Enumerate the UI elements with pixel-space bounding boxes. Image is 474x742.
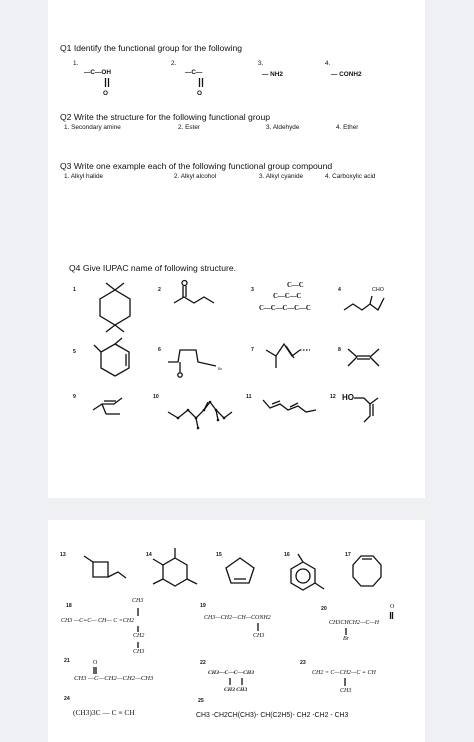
structure-3-line-2: C—C—C <box>273 293 302 300</box>
q4-num-3: 3 <box>251 287 254 293</box>
q3-item-3: 3. Alkyl cyanide <box>259 173 304 180</box>
q4-num-7: 7 <box>251 347 254 353</box>
q4-num-9: 9 <box>73 394 76 400</box>
q4-num-5: 5 <box>73 349 76 355</box>
structure-12-alcohol <box>48 0 425 498</box>
structure-6-br-label: Br <box>218 366 222 371</box>
q4-title: Q4 Give IUPAC name of following structure. <box>69 263 237 273</box>
q2-item-2: 2. Ester <box>178 124 201 131</box>
p2-num-24: 24 <box>64 696 70 702</box>
q4-num-8: 8 <box>338 347 341 353</box>
q1-item-1-formula: —C—OH <box>84 69 111 76</box>
q1-item-4-formula: — CONH2 <box>331 71 362 78</box>
p2-num-16: 16 <box>284 552 290 558</box>
q1-item-2-num: 2. <box>171 60 177 67</box>
s20-main: CH3CHCH2—C—H <box>329 620 380 626</box>
structure-3-line-1: C—C <box>287 282 304 289</box>
p2-num-18: 18 <box>66 603 72 609</box>
q4-num-6: 6 <box>158 347 161 353</box>
p2-num-20: 20 <box>321 606 327 612</box>
p2-num-17: 17 <box>345 552 351 558</box>
q2-item-3: 3. Aldehyde <box>266 124 300 131</box>
q1-title: Q1 Identify the functional group for the following <box>60 43 243 53</box>
q3-title: Q3 Write one example each of the following functional group compound <box>60 161 333 171</box>
s25-main: CH3 -CH2CH(CH3)- CH(C2H5)- CH2 -CH2 - CH3 <box>196 712 349 719</box>
s18-main: CH3 —C≡C— CH— C =CH2 <box>61 618 135 624</box>
p2-num-14: 14 <box>146 552 152 558</box>
q1-item-3-formula: — NH2 <box>262 71 283 78</box>
q3-item-1: 1. Alkyl halide <box>64 173 104 180</box>
s20-low: Br <box>343 636 349 642</box>
q1-item-1-num: 1. <box>73 60 79 67</box>
worksheet-page-2 <box>48 520 425 742</box>
q2-title: Q2 Write the structure for the following functional group <box>60 112 271 122</box>
s19-main: CH3—CH2—CH—CONH2 <box>204 615 271 621</box>
worksheet-page-1 <box>48 0 425 498</box>
q2-item-1: 1. Secondary amine <box>64 124 121 131</box>
s22-low: CH3 CH3 <box>224 687 248 693</box>
s22-main: CH3—C—C—CH3 <box>208 670 255 676</box>
p2-num-15: 15 <box>216 552 222 558</box>
s18-mid: CH2 <box>133 633 145 639</box>
q1-item-2-oxygen: O <box>197 90 202 97</box>
q4-num-4: 4 <box>338 287 341 293</box>
p2-num-23: 23 <box>300 660 306 666</box>
s23-low: CH3 <box>340 688 352 694</box>
q4-num-12: 12 <box>330 394 336 400</box>
q2-item-4: 4. Ether <box>336 124 359 131</box>
p2-num-25: 25 <box>198 698 204 704</box>
s21-top: O <box>93 660 98 666</box>
s18-top: CH3 <box>132 598 144 604</box>
q3-item-4: 4. Carboxylic acid <box>325 173 376 180</box>
s21-main: CH3 —C—CH2—CH2—CH3 <box>74 675 154 682</box>
p2-num-13: 13 <box>60 552 66 558</box>
s20-top: O <box>390 604 395 610</box>
structure-4-cho-label: CHO <box>372 287 384 293</box>
q1-item-4-num: 4. <box>325 60 331 67</box>
q4-num-11: 11 <box>246 394 252 400</box>
p2-num-21: 21 <box>64 658 70 664</box>
p2-num-22: 22 <box>200 660 206 666</box>
q1-item-2-formula: —C— <box>185 69 203 76</box>
q4-num-1: 1 <box>73 287 76 293</box>
structure-12-ho-label: HO <box>342 393 354 402</box>
s24-main: (CH3)3C — C ≡ CH <box>73 708 135 717</box>
s19-low: CH3 <box>253 633 265 639</box>
q4-num-2: 2 <box>158 287 161 293</box>
q4-num-10: 10 <box>153 394 159 400</box>
s18-low: CH3 <box>133 649 145 655</box>
structure-3-line-3: C—C—C—C—C <box>259 305 311 312</box>
q3-item-2: 2. Alkyl alcohol <box>174 173 217 180</box>
q1-item-3-num: 3. <box>258 60 264 67</box>
p2-num-19: 19 <box>200 603 206 609</box>
s23-main: CH2 = C—CH2—C ≡ CH <box>312 670 376 676</box>
q1-item-1-oxygen: O <box>103 90 108 97</box>
